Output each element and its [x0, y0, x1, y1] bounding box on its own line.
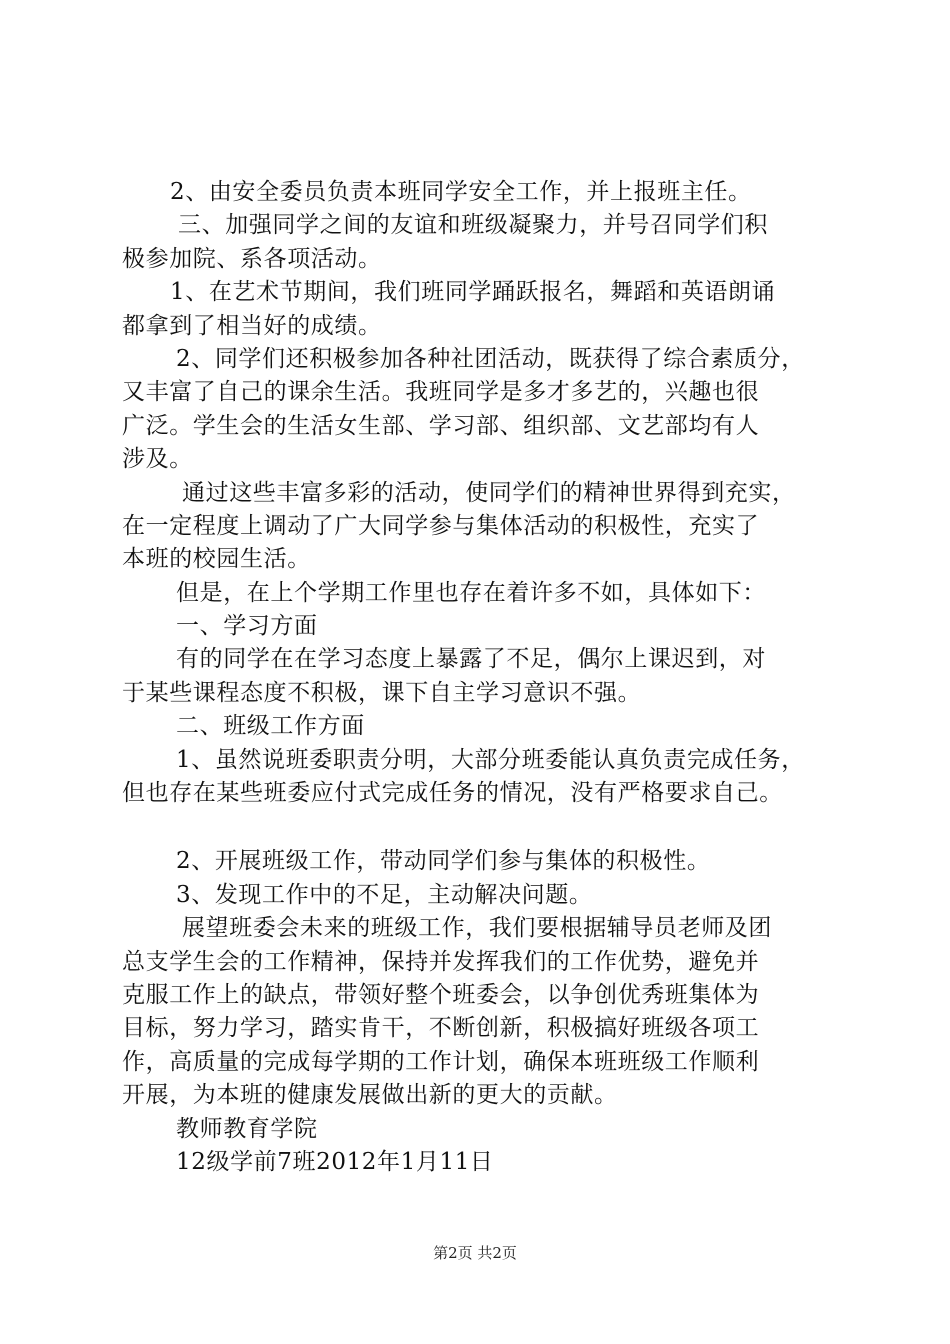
text-line: 在一定程度上调动了广大同学参与集体活动的积极性，充实了	[122, 512, 760, 539]
text-line: 开展，为本班的健康发展做出新的更大的贡献。	[122, 1082, 618, 1109]
text-line: 展望班委会未来的班级工作，我们要根据辅导员老师及团	[182, 915, 772, 942]
text-line: 克服工作上的缺点，带领好整个班委会，以争创优秀班集体为	[122, 981, 760, 1008]
text-line: 3、发现工作中的不足，主动解决问题。	[176, 881, 593, 908]
text-line: 于某些课程态度不积极，课下自主学习意识不强。	[122, 679, 642, 706]
text-line: 又丰富了自己的课余生活。我班同学是多才多艺的，兴趣也很	[122, 379, 760, 406]
text-line: 12级学前7班2012年1月11日	[176, 1148, 494, 1175]
text-line: 广泛。学生会的生活女生部、学习部、组织部、文艺部均有人	[122, 412, 760, 439]
text-line: 目标，努力学习，踏实肯干，不断创新，积极搞好班级各项工	[122, 1015, 760, 1042]
text-line: 本班的校园生活。	[122, 546, 311, 573]
text-line: 涉及。	[122, 446, 193, 473]
text-line: 但也存在某些班委应付式完成任务的情况，没有严格要求自己。	[122, 780, 783, 807]
text-line: 2、由安全委员负责本班同学安全工作，并上报班主任。	[170, 179, 752, 205]
text-line: 都拿到了相当好的成绩。	[122, 312, 382, 339]
text-line: 一、学习方面	[176, 613, 318, 640]
text-line: 有的同学在在学习态度上暴露了不足，偶尔上课迟到，对	[176, 646, 766, 673]
text-line: 教师教育学院	[176, 1115, 318, 1142]
text-line: 作，高质量的完成每学期的工作计划，确保本班班级工作顺利	[122, 1048, 760, 1075]
text-line: 1、虽然说班委职责分明，大部分班委能认真负责完成任务，	[176, 746, 805, 773]
blank-line	[122, 810, 842, 845]
text-line: 二、班级工作方面	[176, 713, 365, 740]
text-line: 但是，在上个学期工作里也存在着许多不如，具体如下：	[176, 579, 766, 606]
text-line: 2、同学们还积极参加各种社团活动，既获得了综合素质分，	[176, 345, 805, 372]
text-line: 2、开展班级工作，带动同学们参与集体的积极性。	[176, 848, 711, 875]
document-body	[122, 176, 842, 1179]
page-footer: 第2页 共2页	[433, 1244, 517, 1262]
text-line: 1、在艺术节期间，我们班同学踊跃报名，舞蹈和英语朗诵	[170, 279, 776, 306]
text-line: 通过这些丰富多彩的活动，使同学们的精神世界得到充实，	[182, 479, 796, 506]
text-line: 极参加院、系各项活动。	[122, 245, 382, 272]
text-line: 三、加强同学之间的友谊和班级凝聚力，并号召同学们积	[178, 212, 768, 239]
text-line: 总支学生会的工作精神，保持并发挥我们的工作优势，避免并	[122, 948, 760, 975]
